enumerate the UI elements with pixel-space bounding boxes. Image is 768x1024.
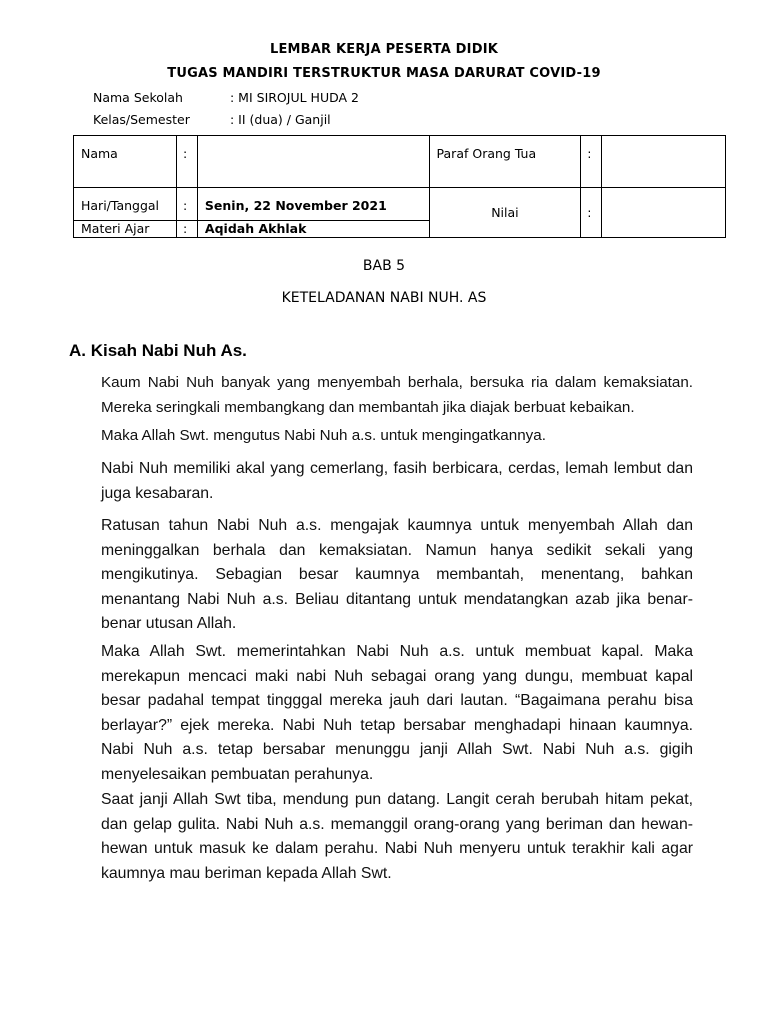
parent-sign-colon: : — [581, 136, 602, 188]
class-label: Kelas/Semester — [93, 112, 190, 127]
chapter-number: BAB 5 — [362, 258, 406, 274]
school-value: : MI SIROJUL HUDA 2 — [230, 90, 359, 105]
section-heading: A. Kisah Nabi Nuh As. — [69, 341, 247, 360]
score-label: Nilai — [429, 188, 581, 238]
story-paragraph: Maka Allah Swt. memerintahkan Nabi Nuh a.s. untuk membuat kapal. Maka merekapun mencaci maki nabi Nuh sebagai orang yang dungu, membuat kapal besar padahal tempat tingggal mereka jauh dari lautan. “Bagaimana perahu bisa berlayar?” ejek mereka. Nabi Nuh tetap bersabar menghadapi hinaan kaumnya. Nabi Nuh a.s. tetap bersabar menunggu janji Allah Swt. Nabi Nuh a.s. gigih menyelesaikan pembuatan perahunya. — [101, 643, 693, 783]
name-label: Nama — [74, 136, 177, 188]
identity-table — [73, 135, 726, 238]
parent-sign-label: Paraf Orang Tua — [429, 136, 581, 188]
worksheet-subtitle: TUGAS MANDIRI TERSTRUKTUR MASA DARURAT COVID-19 — [167, 66, 601, 81]
class-row — [93, 112, 331, 127]
subject-label: Materi Ajar — [74, 221, 177, 238]
school-label: Nama Sekolah — [93, 90, 183, 105]
story-paragraph: Ratusan tahun Nabi Nuh a.s. mengajak kaumnya untuk menyembah Allah dan meninggalkan berhala dan kemaksiatan. Namun hanya sedikit sekali yang mengikutinya. Sebagian besar kaumnya membantah, menentang, bahkan menantang Nabi Nuh a.s. Beliau ditantang untuk mendatangkan azab jika benar-benar utusan Allah. — [101, 517, 693, 632]
story-paragraph: Maka Allah Swt. mengutus Nabi Nuh a.s. untuk mengingatkannya. — [101, 427, 546, 444]
story-paragraph: Nabi Nuh memiliki akal yang cemerlang, fasih berbicara, cerdas, lemah lembut dan juga kesabaran. — [101, 460, 693, 502]
date-value: Senin, 22 November 2021 — [197, 188, 429, 221]
name-field[interactable] — [197, 136, 429, 188]
class-value: : II (dua) / Ganjil — [230, 112, 331, 127]
chapter-title: KETELADANAN NABI NUH. AS — [281, 290, 487, 306]
parent-sign-field[interactable] — [602, 136, 726, 188]
identity-row-date — [74, 188, 726, 221]
name-colon: : — [176, 136, 197, 188]
subject-value: Aqidah Akhlak — [197, 221, 429, 238]
worksheet-title: LEMBAR KERJA PESERTA DIDIK — [269, 42, 499, 57]
school-row — [93, 90, 359, 105]
score-colon: : — [581, 188, 602, 238]
date-label: Hari/Tanggal — [74, 188, 177, 221]
identity-row-name — [74, 136, 726, 188]
date-colon: : — [176, 188, 197, 221]
subject-colon: : — [176, 221, 197, 238]
story-paragraph: Saat janji Allah Swt tiba, mendung pun datang. Langit cerah berubah hitam pekat, dan gelap gulita. Nabi Nuh a.s. memanggil orang-orang yang beriman dan hewan-hewan untuk masuk ke dalam perahu. Nabi Nuh menyeru untuk terakhir kali agar kaumnya mau beriman kepada Allah Swt. — [101, 791, 693, 882]
score-field[interactable] — [602, 188, 726, 238]
story-paragraph: Kaum Nabi Nuh banyak yang menyembah berhala, bersuka ria dalam kemaksiatan. Mereka seringkali membangkang dan membantah jika diajak berbuat kebaikan. — [101, 374, 693, 416]
